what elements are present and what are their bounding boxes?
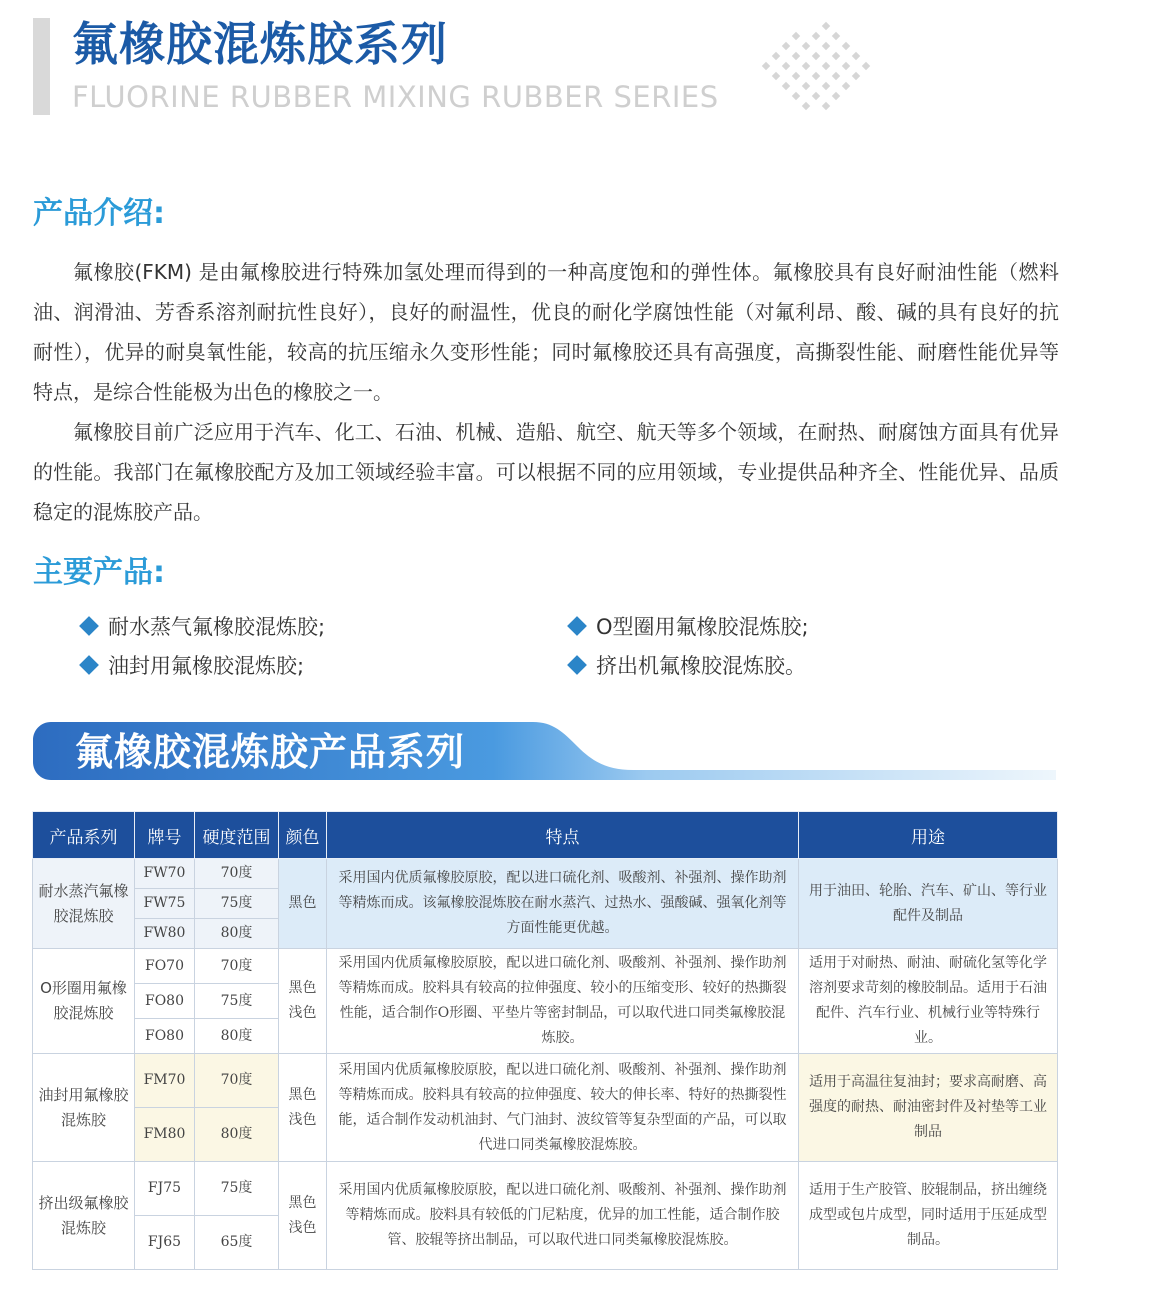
header-series: 产品系列 bbox=[33, 812, 135, 859]
grade-cell: FW75 bbox=[135, 889, 195, 919]
grade-cell: FO70 bbox=[135, 949, 195, 984]
grade-cell: FW70 bbox=[135, 859, 195, 889]
table-row bbox=[33, 949, 1058, 984]
product-item: 油封用氟橡胶混炼胶; bbox=[82, 650, 304, 682]
decorative-dot bbox=[842, 42, 850, 50]
products-heading: 主要产品: bbox=[33, 555, 165, 590]
product-item: 耐水蒸气氟橡胶混炼胶; bbox=[82, 611, 325, 643]
intro-heading: 产品介绍: bbox=[33, 196, 165, 231]
decorative-dot bbox=[832, 92, 840, 100]
decorative-dot bbox=[812, 52, 820, 60]
decorative-dot bbox=[832, 52, 840, 60]
grade-cell: FJ65 bbox=[135, 1216, 195, 1270]
decorative-dot bbox=[802, 102, 810, 110]
decorative-dot bbox=[822, 62, 830, 70]
grade-cell: FJ75 bbox=[135, 1162, 195, 1216]
decorative-dot bbox=[772, 72, 780, 80]
table-header-row bbox=[33, 812, 1058, 859]
decorative-dot bbox=[852, 52, 860, 60]
color-cell: 黑色浅色 bbox=[279, 1054, 327, 1162]
decorative-dot bbox=[782, 42, 790, 50]
decorative-dot bbox=[792, 72, 800, 80]
spec-table bbox=[32, 811, 1058, 1270]
decorative-dot bbox=[852, 72, 860, 80]
hardness-cell: 70度 bbox=[195, 1054, 279, 1108]
usage-cell: 用于油田、轮胎、汽车、矿山、等行业配件及制品 bbox=[799, 859, 1058, 949]
grade-cell: FW80 bbox=[135, 919, 195, 949]
diamond-bullet-icon bbox=[567, 655, 587, 675]
decorative-dot bbox=[822, 82, 830, 90]
feature-cell: 采用国内优质氟橡胶原胶，配以进口硫化剂、吸酸剂、补强剂、操作助剂等精炼而成。该氟橡胶混炼胶在耐水蒸汽、过热水、强酸碱、强氧化剂等方面性能更优越。 bbox=[327, 859, 799, 949]
table-row bbox=[33, 1162, 1058, 1216]
color-cell: 黑色 bbox=[279, 859, 327, 949]
grade-cell: FM70 bbox=[135, 1054, 195, 1108]
decorative-dot bbox=[792, 32, 800, 40]
intro-paragraph-1: 氟橡胶(FKM) 是由氟橡胶进行特殊加氢处理而得到的一种高度饱和的弹性体。氟橡胶具有良好耐油性能（燃料油、润滑油、芳香系溶剂耐抗性良好），良好的耐温性，优良的耐化学腐蚀性能（对氟利昂、酸、碱的具有良好的抗耐性），优异的耐臭氧性能，较高的抗压缩永久变形性能；同时氟橡胶还具有高强度，高撕裂性能、耐磨性能优异等特点，是综合性能极为出色的橡胶之一。 bbox=[33, 260, 1059, 404]
decorative-dot bbox=[822, 102, 830, 110]
diamond-bullet-icon bbox=[79, 616, 99, 636]
grade-cell: FO80 bbox=[135, 984, 195, 1019]
usage-cell: 适用于对耐热、耐油、耐硫化氢等化学溶剂要求苛刻的橡胶制品。适用于石油配件、汽车行业、机械行业等特殊行业。 bbox=[799, 949, 1058, 1054]
table-row bbox=[33, 1054, 1058, 1108]
series-cell: O形圈用氟橡胶混炼胶 bbox=[33, 949, 135, 1054]
product-item: O型圈用氟橡胶混炼胶; bbox=[570, 611, 809, 643]
series-cell: 耐水蒸汽氟橡胶混炼胶 bbox=[33, 859, 135, 949]
hardness-cell: 80度 bbox=[195, 1019, 279, 1054]
series-cell: 挤出级氟橡胶混炼胶 bbox=[33, 1162, 135, 1270]
page-subtitle-en: FLUORINE RUBBER MIXING RUBBER SERIES bbox=[72, 80, 719, 114]
product-item: 挤出机氟橡胶混炼胶。 bbox=[570, 650, 806, 682]
feature-cell: 采用国内优质氟橡胶原胶，配以进口硫化剂、吸酸剂、补强剂、操作助剂等精炼而成。胶料具有较高的拉伸强度、较大的伸长率、特好的热撕裂性能，适合制作发动机油封、气门油封、波纹管等复杂型面的产品，可以取代进口同类氟橡胶混炼胶。 bbox=[327, 1054, 799, 1162]
decorative-dot bbox=[832, 72, 840, 80]
decorative-dot bbox=[832, 32, 840, 40]
color-cell: 黑色浅色 bbox=[279, 949, 327, 1054]
decorative-dot bbox=[802, 82, 810, 90]
diamond-bullet-icon bbox=[567, 616, 587, 636]
feature-cell: 采用国内优质氟橡胶原胶，配以进口硫化剂、吸酸剂、补强剂、操作助剂等精炼而成。胶料具有较高的拉伸强度、较小的压缩变形、较好的热撕裂性能，适合制作O形圈、平垫片等密封制品，可以取代进口同类氟橡胶混炼胶。 bbox=[327, 949, 799, 1054]
decorative-dot bbox=[842, 82, 850, 90]
header-color: 颜色 bbox=[279, 812, 327, 859]
decorative-dot bbox=[842, 62, 850, 70]
color-cell: 黑色浅色 bbox=[279, 1162, 327, 1270]
decorative-dot bbox=[822, 42, 830, 50]
decorative-dots bbox=[760, 20, 875, 115]
hardness-cell: 75度 bbox=[195, 889, 279, 919]
hardness-cell: 65度 bbox=[195, 1216, 279, 1270]
diamond-bullet-icon bbox=[79, 655, 99, 675]
decorative-dot bbox=[812, 72, 820, 80]
decorative-dot bbox=[792, 52, 800, 60]
decorative-dot bbox=[812, 32, 820, 40]
decorative-dot bbox=[812, 92, 820, 100]
table-row bbox=[33, 859, 1058, 889]
decorative-dot bbox=[802, 42, 810, 50]
hardness-cell: 75度 bbox=[195, 984, 279, 1019]
header-hardness: 硬度范围 bbox=[195, 812, 279, 859]
intro-paragraph-2: 氟橡胶目前广泛应用于汽车、化工、石油、机械、造船、航空、航天等多个领域，在耐热、耐腐蚀方面具有优异的性能。我部门在氟橡胶配方及加工领域经验丰富。可以根据不同的应用领域，专业提供品种齐全、性能优异、品质稳定的混炼胶产品。 bbox=[33, 420, 1059, 524]
feature-cell: 采用国内优质氟橡胶原胶，配以进口硫化剂、吸酸剂、补强剂、操作助剂等精炼而成。胶料具有较低的门尼粘度，优异的加工性能，适合制作胶管、胶辊等挤出制品，可以取代进口同类氟橡胶混炼胶。 bbox=[327, 1162, 799, 1270]
banner-title: 氟橡胶混炼胶产品系列 bbox=[75, 730, 466, 774]
header-accent-bar bbox=[33, 18, 50, 115]
grade-cell: FM80 bbox=[135, 1108, 195, 1162]
header-grade: 牌号 bbox=[135, 812, 195, 859]
usage-cell: 适用于高温往复油封；要求高耐磨、高强度的耐热、耐油密封件及衬垫等工业制品 bbox=[799, 1054, 1058, 1162]
intro-text bbox=[33, 252, 1059, 532]
hardness-cell: 80度 bbox=[195, 919, 279, 949]
header-usage: 用途 bbox=[799, 812, 1058, 859]
header-feature: 特点 bbox=[327, 812, 799, 859]
decorative-dot bbox=[802, 62, 810, 70]
page-title: 氟橡胶混炼胶系列 bbox=[72, 17, 448, 71]
series-cell: 油封用氟橡胶混炼胶 bbox=[33, 1054, 135, 1162]
hardness-cell: 70度 bbox=[195, 859, 279, 889]
hardness-cell: 70度 bbox=[195, 949, 279, 984]
decorative-dot bbox=[822, 22, 830, 30]
decorative-dot bbox=[772, 52, 780, 60]
decorative-dot bbox=[862, 62, 870, 70]
decorative-dot bbox=[782, 82, 790, 90]
decorative-dot bbox=[762, 62, 770, 70]
usage-cell: 适用于生产胶管、胶辊制品，挤出缠绕成型或包片成型，同时适用于压延成型制品。 bbox=[799, 1162, 1058, 1270]
decorative-dot bbox=[792, 92, 800, 100]
hardness-cell: 80度 bbox=[195, 1108, 279, 1162]
decorative-dot bbox=[782, 62, 790, 70]
grade-cell: FO80 bbox=[135, 1019, 195, 1054]
hardness-cell: 75度 bbox=[195, 1162, 279, 1216]
